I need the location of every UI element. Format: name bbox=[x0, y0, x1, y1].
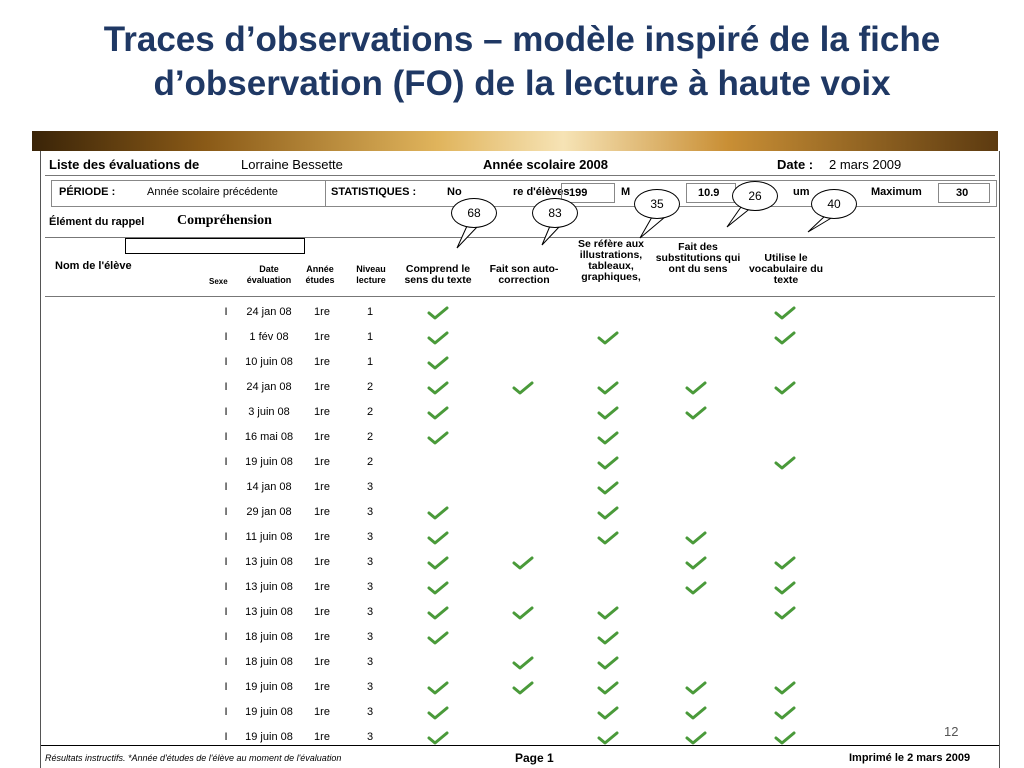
row-sex: I bbox=[224, 681, 228, 693]
date-value: 2 mars 2009 bbox=[829, 157, 902, 172]
callout-bubble-83: 83 bbox=[532, 198, 578, 228]
row-year: 1re bbox=[314, 606, 330, 618]
stats-count-label-end: re d'élèves bbox=[513, 186, 570, 198]
row-sex: I bbox=[224, 456, 228, 468]
col-sex: Sexe bbox=[209, 277, 228, 286]
row-level: 3 bbox=[366, 481, 374, 493]
row-sex: I bbox=[224, 331, 228, 343]
period-label: PÉRIODE : bbox=[59, 186, 116, 198]
row-sex: I bbox=[224, 406, 228, 418]
row-year: 1re bbox=[314, 506, 330, 518]
row-level: 2 bbox=[366, 406, 374, 418]
row-level: 1 bbox=[366, 331, 374, 343]
stats-max-value: 30 bbox=[956, 187, 969, 199]
recall-label: Élément du rappel bbox=[49, 216, 145, 228]
callout-pointer-35 bbox=[640, 217, 665, 238]
row-year: 1re bbox=[314, 456, 330, 468]
stats-mean-label: M bbox=[621, 186, 631, 198]
stats-count-label-start: No bbox=[447, 186, 462, 198]
row-sex: I bbox=[224, 306, 228, 318]
footer-page: Page 1 bbox=[515, 751, 554, 765]
row-level: 3 bbox=[366, 506, 374, 518]
row-level: 3 bbox=[366, 706, 374, 718]
period-value: Année scolaire précédente bbox=[147, 186, 278, 198]
student-name: Lorraine Bessette bbox=[241, 157, 343, 172]
row-date: 24 jan 08 bbox=[246, 306, 292, 318]
row-year: 1re bbox=[314, 556, 330, 568]
row-level: 3 bbox=[366, 581, 374, 593]
stats-mean-value: 10.9 bbox=[698, 187, 720, 199]
slide-title-line-1: Traces d’observations – modèle inspiré de la fiche bbox=[103, 20, 941, 59]
row-date: 19 juin 08 bbox=[245, 731, 293, 743]
school-year-label: Année scolaire 2008 bbox=[483, 157, 609, 172]
row-sex: I bbox=[224, 531, 228, 543]
row-date: 14 jan 08 bbox=[246, 481, 292, 493]
row-level: 3 bbox=[366, 556, 374, 568]
callout-bubble-40: 40 bbox=[811, 189, 857, 219]
row-year: 1re bbox=[314, 681, 330, 693]
row-sex: I bbox=[224, 706, 228, 718]
row-year: 1re bbox=[314, 656, 330, 668]
callout-pointer-68 bbox=[457, 226, 478, 248]
footer-note: Résultats instructifs. *Année d'études de l'élève au moment de l'évaluation bbox=[45, 753, 342, 763]
row-sex: I bbox=[224, 656, 228, 668]
col-criterion-illustrations: Se réfère aux illustrations, tableaux, graphiques, bbox=[578, 239, 644, 283]
row-date: 24 jan 08 bbox=[246, 381, 292, 393]
row-date: 10 juin 08 bbox=[245, 356, 293, 368]
col-study-year: Année études bbox=[305, 264, 335, 285]
row-date: 19 juin 08 bbox=[245, 706, 293, 718]
col-student-name: Nom de l'élève bbox=[55, 260, 132, 272]
footer-printed-date: Imprimé le 2 mars 2009 bbox=[849, 752, 971, 764]
row-date: 11 juin 08 bbox=[245, 531, 293, 543]
row-sex: I bbox=[224, 356, 228, 368]
row-date: 18 juin 08 bbox=[245, 656, 293, 668]
callout-bubble-68: 68 bbox=[451, 198, 497, 228]
col-criterion-substitutions: Fait des substitutions qui ont du sens bbox=[655, 241, 741, 275]
row-level: 3 bbox=[366, 681, 374, 693]
row-level: 1 bbox=[366, 356, 374, 368]
date-label: Date : bbox=[777, 157, 814, 172]
row-date: 29 jan 08 bbox=[246, 506, 292, 518]
row-year: 1re bbox=[314, 481, 330, 493]
callout-bubble-26: 26 bbox=[732, 181, 778, 211]
row-date: 18 juin 08 bbox=[245, 631, 293, 643]
row-year: 1re bbox=[314, 731, 330, 743]
row-level: 3 bbox=[366, 731, 374, 743]
row-year: 1re bbox=[314, 356, 330, 368]
row-sex: I bbox=[224, 431, 228, 443]
callout-pointer-83 bbox=[542, 226, 560, 245]
slide-title-line-2: d’observation (FO) de la lecture à haute voix bbox=[153, 64, 891, 103]
row-level: 3 bbox=[366, 531, 374, 543]
row-date: 13 juin 08 bbox=[245, 581, 293, 593]
row-sex: I bbox=[224, 606, 228, 618]
row-date: 19 juin 08 bbox=[245, 681, 293, 693]
row-sex: I bbox=[224, 381, 228, 393]
row-sex: I bbox=[224, 481, 228, 493]
row-level: 1 bbox=[366, 306, 374, 318]
row-year: 1re bbox=[314, 706, 330, 718]
row-year: 1re bbox=[314, 306, 330, 318]
col-criterion-understanding: Comprend le sens du texte bbox=[404, 263, 472, 286]
row-date: 19 juin 08 bbox=[245, 456, 293, 468]
statistics-label: STATISTIQUES : bbox=[331, 186, 417, 198]
row-year: 1re bbox=[314, 381, 330, 393]
row-level: 3 bbox=[366, 606, 374, 618]
col-criterion-vocabulary: Utilise le vocabulaire du texte bbox=[748, 252, 824, 286]
stats-count-value: 199 bbox=[569, 187, 588, 199]
col-reading-level: Niveau lecture bbox=[356, 264, 386, 285]
row-level: 2 bbox=[366, 431, 374, 443]
row-year: 1re bbox=[314, 431, 330, 443]
row-date: 16 mai 08 bbox=[244, 431, 294, 443]
row-level: 2 bbox=[366, 456, 374, 468]
row-sex: I bbox=[224, 556, 228, 568]
recall-value: Compréhension bbox=[177, 213, 272, 228]
row-sex: I bbox=[224, 581, 228, 593]
col-criterion-self-correction: Fait son auto-correction bbox=[489, 263, 559, 286]
row-year: 1re bbox=[314, 531, 330, 543]
row-level: 2 bbox=[366, 381, 374, 393]
stats-min-label: um bbox=[793, 186, 810, 198]
row-level: 3 bbox=[366, 656, 374, 668]
stats-max-label: Maximum bbox=[871, 186, 922, 198]
row-level: 3 bbox=[366, 631, 374, 643]
col-evaluation-date: Date évaluation bbox=[246, 264, 292, 285]
row-year: 1re bbox=[314, 581, 330, 593]
row-date: 13 juin 08 bbox=[245, 606, 293, 618]
list-label: Liste des évaluations de bbox=[49, 157, 200, 172]
row-sex: I bbox=[224, 506, 228, 518]
row-year: 1re bbox=[314, 406, 330, 418]
row-sex: I bbox=[224, 631, 228, 643]
row-sex: I bbox=[224, 731, 228, 743]
row-year: 1re bbox=[314, 331, 330, 343]
row-date: 1 fév 08 bbox=[249, 331, 289, 343]
row-year: 1re bbox=[314, 631, 330, 643]
callout-bubble-35: 35 bbox=[634, 189, 680, 219]
slide-page-number: 12 bbox=[944, 724, 959, 739]
row-date: 3 juin 08 bbox=[248, 406, 290, 418]
row-date: 13 juin 08 bbox=[245, 556, 293, 568]
